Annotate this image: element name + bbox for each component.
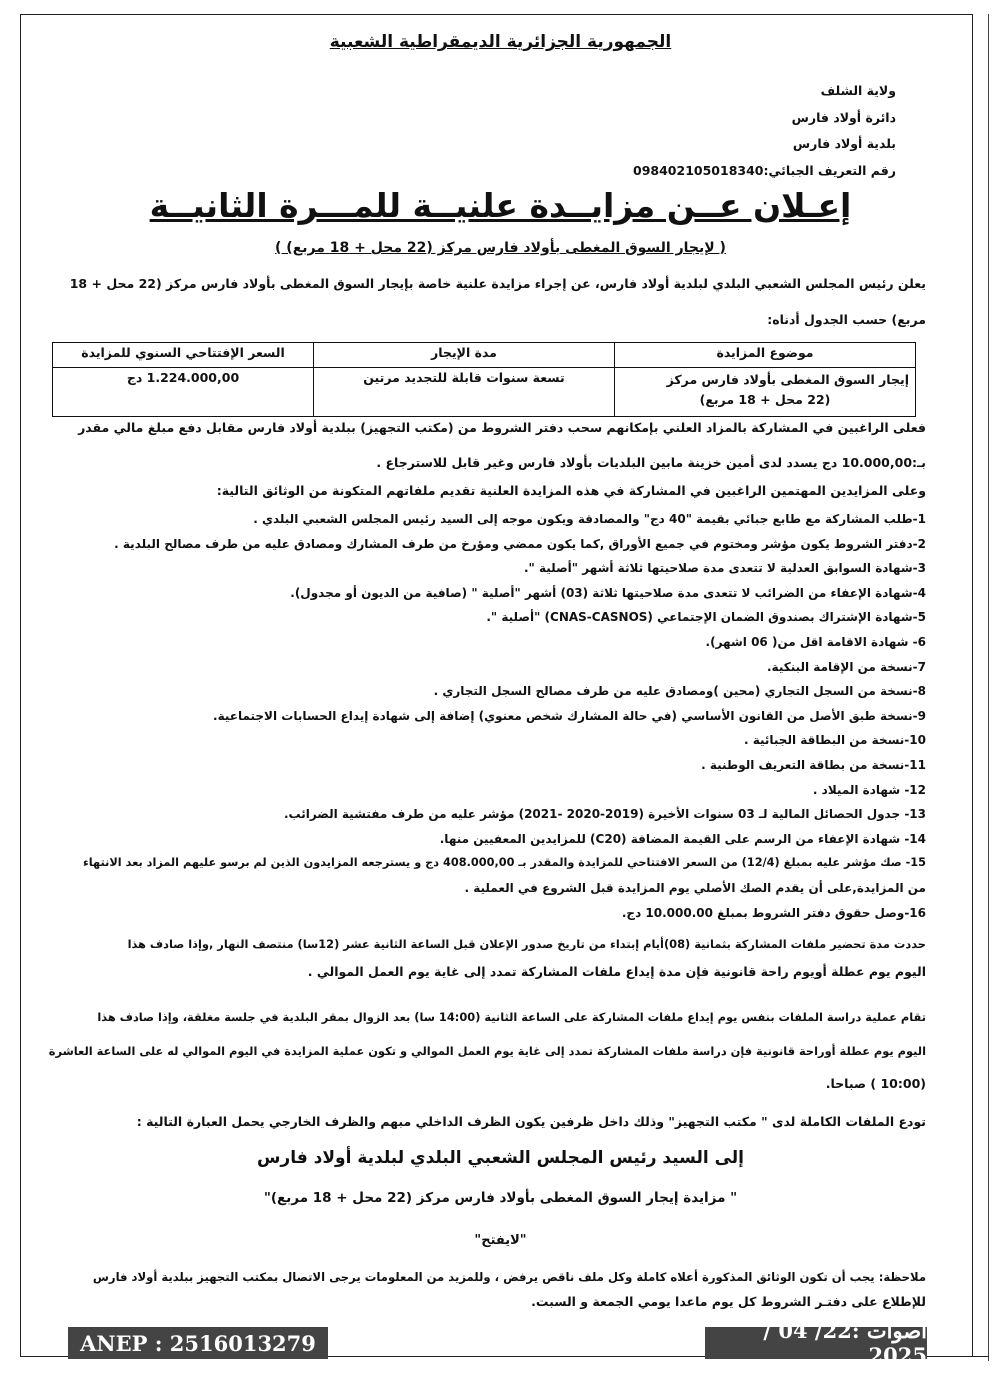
list-item: 16-وصل حقوق دفتر الشروط بمبلغ 10.000.00 دج. (621, 905, 926, 920)
anep-reference: ANEP : 2516013279 (68, 1327, 328, 1359)
participation-line-1: فعلى الراغبين في المشاركة بالمزاد العلني بإمكانهم سحب دفتر الشروط من (مكتب التجهيز) ببلدية أولاد فارس مقابل دفع مبلغ مالي مقدر (78, 420, 926, 435)
newspaper-date: أصوات :22/ 04 / 2025 (705, 1327, 927, 1359)
list-item: 4-شهادة الإعفاء من الضرائب لا تتعدى مدة صلاحيتها ثلاثة (03) أشهر "أصلية " (صافية من الديون أو مجدول). (290, 585, 926, 600)
subject-line-2: (22 محل + 18 مربع) (699, 392, 831, 407)
wilaya-label: ولاية الشلف (820, 83, 896, 98)
header-subject: موضوع المزايدة (615, 343, 916, 368)
subject-line-1: إيجار السوق المغطى بأولاد فارس مركز (666, 372, 909, 387)
republic-header: الجمهورية الجزائرية الديمقراطية الشعبية (329, 32, 672, 52)
documents-list (66, 507, 926, 925)
list-item: 5-شهادة الإشتراك بصندوق الضمان الإجتماعي (CNAS-CASNOS) "أصلية ". (486, 610, 926, 625)
list-item: 14- شهادة الإعفاء من الرسم على القيمة المضافة (C20) للمزايدين المعفيين منها. (439, 831, 926, 846)
auction-table (52, 342, 916, 417)
note-line-1: ملاحظة: يجب أن تكون الوثائق المذكورة أعلاه كاملة وكل ملف ناقص يرفض ، وللمزيد من المعلومات يرجى الاتصال بمكتب التجهيز ببلدية أولاد فارس (92, 1270, 926, 1284)
participation-line-3: وعلى المزايدين المهتمين الراغبين في المشاركة في هذه المزايدة العلنية تقديم ملفاتهم المتكونة من الوثائق التالية: (216, 483, 926, 498)
cell-price: 1.224.000,00 دج (53, 368, 314, 417)
cell-duration: تسعة سنوات قابلة للتجديد مرتين (314, 368, 615, 417)
commune-label: بلدية أولاد فارس (792, 136, 896, 151)
list-item: 10-نسخة من البطاقة الجبائية . (743, 733, 926, 748)
cell-subject (615, 368, 916, 417)
list-item: 2-دفتر الشروط يكون مؤشر ومختوم في جميع الأوراق ,كما يكون ممضي ومؤرخ من طرف المشارك ومصادق عليه من طرف مصالح البلدية . (114, 536, 926, 551)
list-item: 12- شهادة الميلاد . (812, 782, 926, 797)
list-item: 7-نسخة من الإقامة البنكية. (767, 659, 926, 674)
tax-id-label: رقم التعريف الجبائي:098402105018340 (633, 162, 896, 178)
list-item: 9-نسخة طبق الأصل من القانون الأساسي (في حالة المشارك شخص معنوي) إضافة إلى شهادة إيداع الحسابات الاجتماعية. (213, 708, 926, 723)
submission-line: تودع الملفات الكاملة لدى " مكتب التجهيز" وذلك داخل ظرفين يكون الظرف الداخلي مبهم والظرف الخارجي يحمل العبارة التالية : (136, 1114, 926, 1129)
deadline-line-1: حددت مدة تحضير ملفات المشاركة بثمانية (08)أيام إبتداء من تاريخ صدور الإعلان قبل الساعة الثانية عشر (12سا) منتصف النهار ,وإذا صادف هذا (127, 937, 926, 951)
do-not-open-label: "لايفتح" (474, 1233, 527, 1248)
daira-label: دائرة أولاد فارس (791, 109, 896, 125)
announcement-subtitle: ( لإيجار السوق المغطى بأولاد فارس مركز (22 محل + 18 مربع) ) (275, 240, 726, 256)
table-header-row (53, 343, 916, 368)
header-price: السعر الإفتتاحي السنوي للمزايدة (53, 343, 314, 368)
list-item: 3-شهادة السوابق العدلية لا تتعدى مدة صلاحيتها ثلاثة أشهر "أصلية ". (524, 561, 926, 576)
table-row (53, 368, 916, 417)
list-item: 8-نسخة من السجل التجاري (محين )ومصادق عليه من طرف مصالح السجل التجاري . (433, 684, 926, 699)
envelope-addressee: إلى السيد رئيس المجلس الشعبي البلدي لبلدية أولاد فارس (256, 1148, 745, 1168)
list-item: 11-نسخة من بطاقة التعريف الوطنية . (701, 757, 926, 772)
envelope-object: " مزايدة إيجار السوق المغطى بأولاد فارس مركز (22 محل + 18 مربع)" (263, 1190, 738, 1206)
list-item: 6- شهادة الاقامة اقل من( 06 اشهر). (705, 634, 926, 649)
announcement-title: إعـلان عــن مزايــدة علنيــة للمـــرة الثانيــة (149, 186, 852, 225)
participation-line-2: بـ:10.000,00 دج يسدد لدى أمين خزينة مابين البلديات بأولاد فارس وغير قابل للاسترجاع . (376, 455, 926, 470)
session-line-3: (10:00 ) صباحا. (825, 1076, 926, 1091)
header-duration: مدة الإيجار (314, 343, 615, 368)
list-item: 1-طلب المشاركة مع طابع جبائي بقيمة "40 دج" والمصادقة ويكون موجه إلى السيد رئيس المجلس الشعبي البلدي . (253, 512, 926, 526)
intro-line-1: يعلن رئيس المجلس الشعبي البلدي لبلدية أولاد فارس، عن إجراء مزايدة علنية خاصة بإيجار السوق المغطى بأولاد فارس مركز (22 محل + 18 (69, 276, 926, 291)
frame-border-top (20, 14, 973, 15)
session-line-2: اليوم يوم عطلة أوراحة قانونية فإن دراسة ملفات المشاركة تمدد إلى غاية يوم العمل الموالي و تكون عملية المزايدة في اليوم الموالي له على الساعة العاشرة (48, 1044, 926, 1058)
list-item: 13- جدول الحصائل المالية لـ 03 سنوات الأخيرة (2019-2020 -2021) مؤشر عليه من طرف مفتشية الضرائب. (283, 807, 926, 822)
session-line-1: تقام عملية دراسة الملفات بنفس يوم إيداع ملفات المشاركة على الساعة الثانية (14:00 سا) بعد الزوال بمقر البلدية في جلسة مغلقة، وإذا صادف هذا (97, 1010, 926, 1024)
deadline-line-2: اليوم يوم عطلة أويوم راحة قانونية فإن مدة إيداع ملفات المشاركة تمدد إلى غاية يوم العمل الموالي . (307, 964, 926, 979)
list-item: من المزايدة,على أن يقدم الصك الأصلي يوم المزايدة قبل الشروع في العملية . (464, 880, 926, 895)
admin-block (633, 78, 896, 184)
intro-line-2: مربع) حسب الجدول أدناه: (767, 312, 926, 327)
note-line-2: للإطلاع على دفتـر الشروط كل يوم ماعدا يومي الجمعة و السبت. (531, 1294, 926, 1309)
list-item: 15- صك مؤشر عليه بمبلغ (12/4) من السعر الافتتاحي للمزايدة والمقدر بـ 408.000,00 دج و يسترجعه المزايدون الذين لم برسو عليهم المزاد بعد الانتهاء (83, 856, 926, 870)
